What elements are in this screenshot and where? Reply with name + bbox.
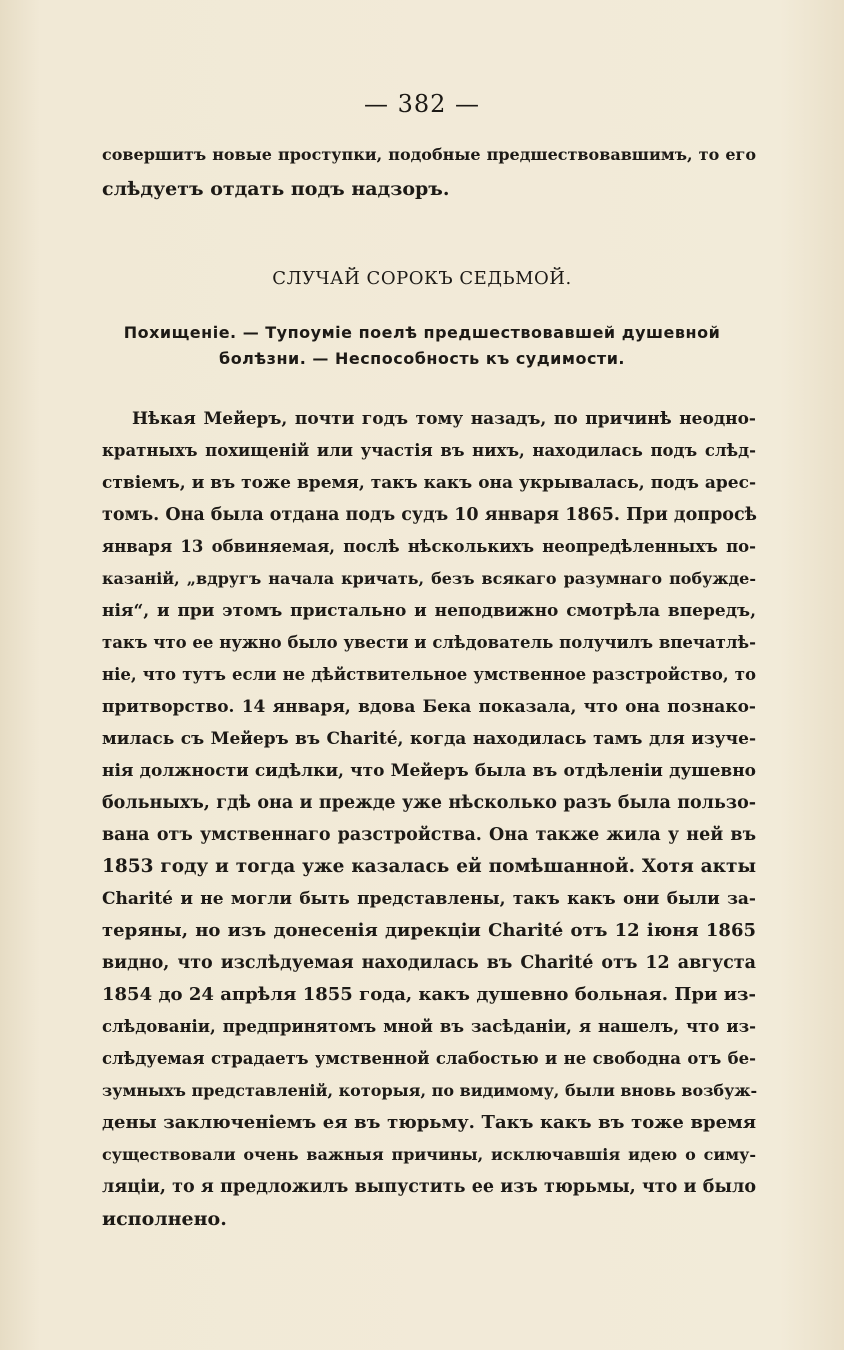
body-line: 1854 до 24 апрѣля 1855 года, какъ душевно больная. При из- xyxy=(102,984,756,1005)
body-line: такъ что ее нужно было увести и слѣдователь получилъ впечатлѣ- xyxy=(102,633,756,652)
case-heading: СЛУЧАЙ СОРОКЪ СЕДЬМОЙ. xyxy=(272,268,572,289)
body-line: томъ. Она была отдана подъ судъ 10 января 1865. При допросѣ xyxy=(102,505,757,525)
case-subtitle-line: болѣзни. — Неспособность къ судимости. xyxy=(219,349,625,368)
body-line: больныхъ, гдѣ она и прежде уже нѣсколько разъ была пользо- xyxy=(102,793,756,813)
body-line: ляціи, то я предложилъ выпустить ее изъ тюрьмы, что и было xyxy=(102,1177,756,1197)
intro-line: совершитъ новые проступки, подобные предшествовавшимъ, то его xyxy=(102,145,756,164)
case-subtitle-line: Похищеніе. — Тупоуміе поелѣ предшествовавшей душевной xyxy=(123,323,721,342)
body-line: зумныхъ представленій, которыя, по видимому, были вновь возбуж- xyxy=(102,1081,758,1100)
body-line: слѣдованіи, предпринятомъ мной въ засѣданіи, я нашелъ, что из- xyxy=(102,1017,756,1036)
body-line: ніе, что тутъ если не дѣйствительное умственное разстройство, то xyxy=(102,665,756,684)
body-line: 1853 году и тогда уже казалась ей помѣшанной. Хотя акты xyxy=(102,856,756,877)
body-line: Нѣкая Мейеръ, почти годъ тому назадъ, по причинѣ неодно- xyxy=(132,409,756,429)
body-line: видно, что изслѣдуемая находилась въ Charité отъ 12 августа xyxy=(102,953,756,973)
body-line: января 13 обвиняемая, послѣ нѣсколькихъ неопредѣленныхъ по- xyxy=(102,537,756,556)
body-line: притворство. 14 января, вдова Бека показала, что она познако- xyxy=(102,697,756,717)
body-line: нія должности сидѣлки, что Мейеръ была въ отдѣленіи душевно xyxy=(102,761,756,781)
body-line: дены заключеніемъ ея въ тюрьму. Такъ какъ въ тоже время xyxy=(102,1112,756,1133)
body-line: Charité и не могли быть представлены, такъ какъ они были за- xyxy=(102,889,756,909)
body-line: вана отъ умственнаго разстройства. Она также жила у ней въ xyxy=(102,825,756,845)
page-number: — 382 — xyxy=(363,90,481,118)
body-line: слѣдуемая страдаетъ умственной слабостью и не свободна отъ бе- xyxy=(102,1049,756,1068)
intro-line: слѣдуетъ отдать подъ надзоръ. xyxy=(102,178,450,200)
body-line: исполнено. xyxy=(102,1208,227,1230)
body-line: кратныхъ похищеній или участія въ нихъ, находилась подъ слѣд- xyxy=(102,441,756,460)
body-line: милась съ Мейеръ въ Charité, когда находилась тамъ для изуче- xyxy=(102,729,756,749)
body-line: казаній, „вдругъ начала кричать, безъ всякаго разумнаго побужде- xyxy=(102,569,756,588)
body-line: нія“, и при этомъ пристально и неподвижно смотрѣла впередъ, xyxy=(102,601,756,621)
body-line: ствіемъ, и въ тоже время, такъ какъ она укрывалась, подъ арес- xyxy=(102,473,756,493)
body-line: существовали очень важныя причины, исключавшія идею о симу- xyxy=(102,1145,756,1164)
body-line: теряны, но изъ донесенія дирекціи Charité отъ 12 іюня 1865 xyxy=(102,920,756,941)
